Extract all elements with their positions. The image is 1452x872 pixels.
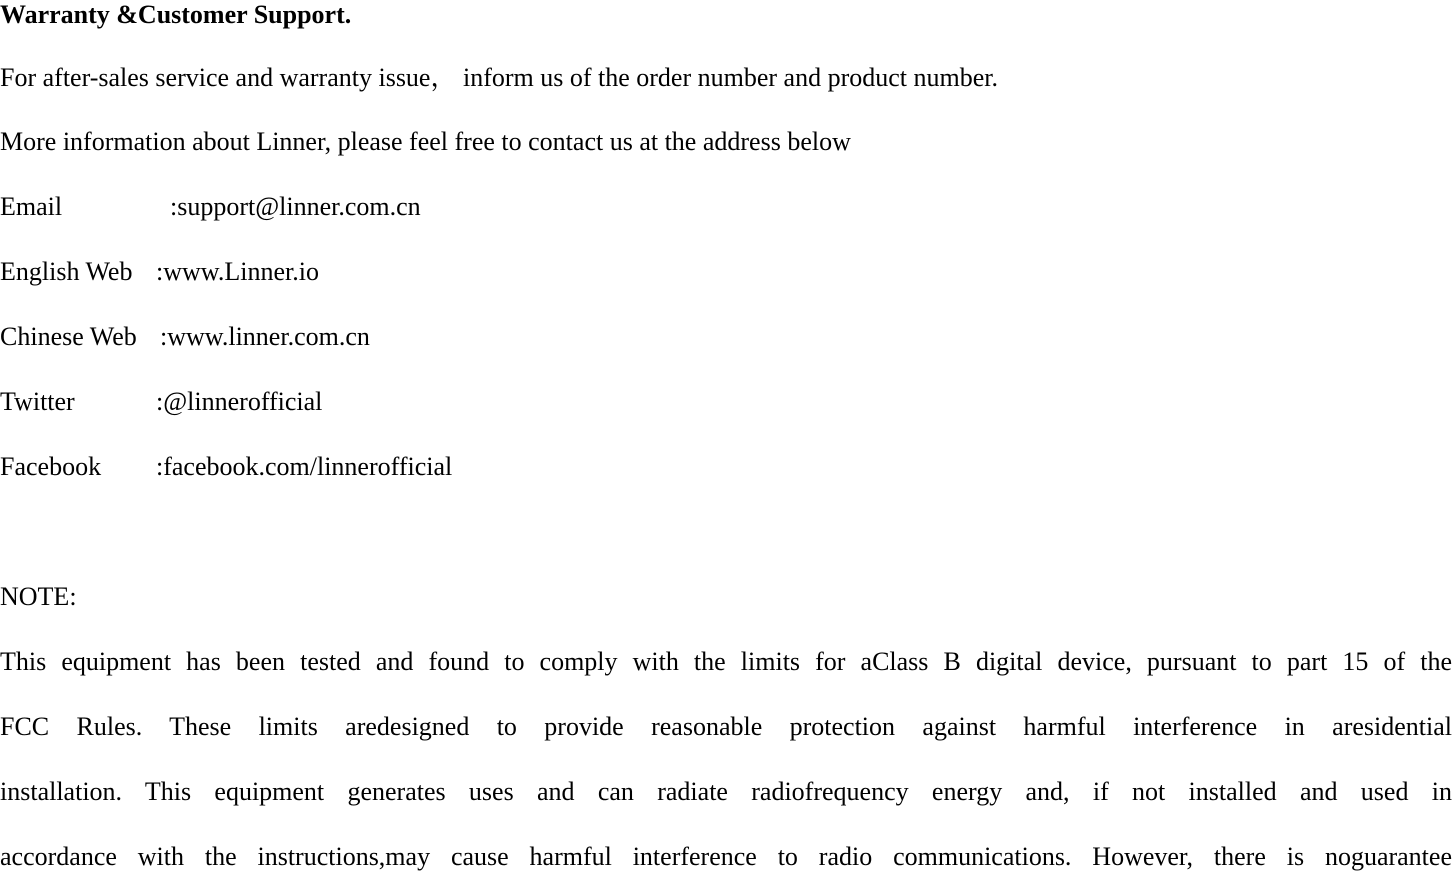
contact-value-twitter: :@linnerofficial bbox=[156, 387, 323, 416]
contact-row-facebook bbox=[0, 452, 453, 482]
contact-row-twitter bbox=[0, 387, 323, 417]
contact-label: Chinese Web bbox=[0, 322, 137, 351]
contact-label: Email bbox=[0, 192, 63, 221]
contact-label: English Web bbox=[0, 257, 133, 286]
note-line: accordance with the instructions,may cause harmful interference to radio communications. However, there is noguarantee bbox=[0, 842, 1452, 871]
contact-row-english-web bbox=[0, 257, 319, 287]
contact-value-english-web: :www.Linner.io bbox=[156, 257, 319, 286]
contact-row-email bbox=[0, 192, 421, 222]
note-line: installation. This equipment generates uses and can radiate radiofrequency energy and, if not installed and used in bbox=[0, 777, 1452, 806]
note-line: FCC Rules. These limits aredesigned to provide reasonable protection against harmful interference in aresidential bbox=[0, 712, 1452, 741]
note-heading: NOTE: bbox=[0, 582, 77, 611]
contact-row-chinese-web bbox=[0, 322, 370, 352]
note-line: This equipment has been tested and found to comply with the limits for aClass B digital device, pursuant to part 15 of the bbox=[0, 647, 1452, 676]
contact-label: Facebook bbox=[0, 452, 102, 481]
page-title: Warranty &Customer Support. bbox=[0, 0, 352, 29]
contact-value-email: :support@linner.com.cn bbox=[170, 192, 421, 221]
contact-value-facebook: :facebook.com/linnerofficial bbox=[156, 452, 453, 481]
contact-label: Twitter bbox=[0, 387, 75, 416]
intro-line-more-info: More information about Linner, please feel free to contact us at the address below bbox=[0, 127, 851, 156]
contact-value-chinese-web: :www.linner.com.cn bbox=[160, 322, 370, 351]
intro-line-after-sales: For after-sales service and warranty issue， inform us of the order number and product number. bbox=[0, 63, 999, 92]
